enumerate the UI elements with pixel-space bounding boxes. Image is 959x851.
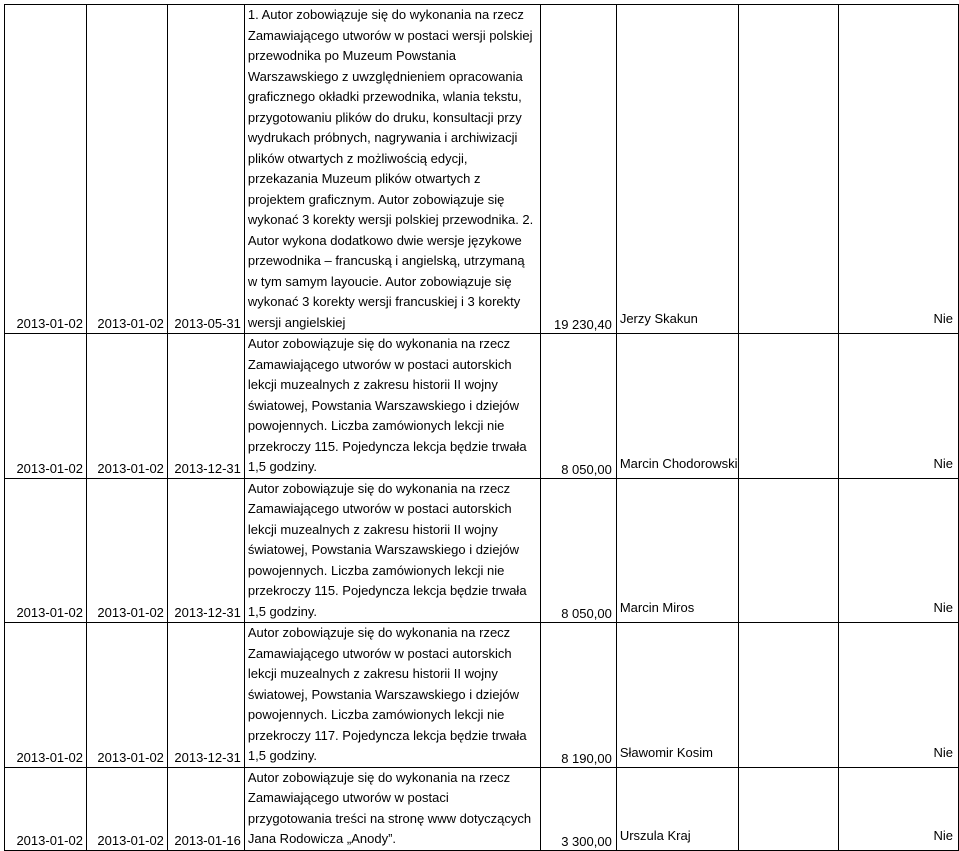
amount-cell: 8 050,00 xyxy=(540,478,616,623)
empty-cell xyxy=(738,623,839,768)
end-date-cell: 2013-05-31 xyxy=(167,5,244,334)
start-date-cell: 2013-01-02 xyxy=(5,767,87,850)
flag-cell: Nie xyxy=(839,623,959,768)
amount-cell: 3 300,00 xyxy=(540,767,616,850)
table-row xyxy=(5,623,959,768)
flag-cell: Nie xyxy=(839,478,959,623)
end-date-cell: 2013-01-16 xyxy=(167,767,244,850)
amount-cell: 19 230,40 xyxy=(540,5,616,334)
contractor-cell: Sławomir Kosim xyxy=(616,623,738,768)
contractor-cell: Marcin Chodorowski xyxy=(616,334,738,479)
description-text: Autor zobowiązuje się do wykonania na rzecz Zamawiającego utworów w postaci autorskich lekcji muzealnych z zakresu historii II wojny światowej, Powstania Warszawskiego i dziejów powojennych. Liczba zamówionych lekcji nie przekroczy 115. Pojedyncza lekcja będzie trwała 1,5 godziny. xyxy=(247,336,527,474)
description-cell xyxy=(244,478,540,623)
description-text: Autor zobowiązuje się do wykonania na rzecz Zamawiającego utworów w postaci przygotowania treści na stronę www dotyczących Jana Rodowicza „Anody”. xyxy=(247,769,532,846)
end-date-cell: 2013-12-31 xyxy=(167,478,244,623)
start-date-cell: 2013-01-02 xyxy=(5,623,87,768)
empty-cell xyxy=(738,5,839,334)
contractor-cell: Jerzy Skakun xyxy=(616,5,738,334)
signed-date-cell: 2013-01-02 xyxy=(86,623,167,768)
table-row xyxy=(5,334,959,479)
description-text: Autor zobowiązuje się do wykonania na rzecz Zamawiającego utworów w postaci autorskich lekcji muzealnych z zakresu historii II wojny światowej, Powstania Warszawskiego i dziejów powojennych. Liczba zamówionych lekcji nie przekroczy 115. Pojedyncza lekcja będzie trwała 1,5 godziny. xyxy=(247,480,527,619)
table-row xyxy=(5,478,959,623)
contractor-cell: Marcin Miros xyxy=(616,478,738,623)
flag-cell: Nie xyxy=(839,334,959,479)
contracts-table xyxy=(4,4,959,851)
end-date-cell: 2013-12-31 xyxy=(167,623,244,768)
start-date-cell: 2013-01-02 xyxy=(5,5,87,334)
description-cell xyxy=(244,334,540,479)
contractor-cell: Urszula Kraj xyxy=(616,767,738,850)
start-date-cell: 2013-01-02 xyxy=(5,478,87,623)
signed-date-cell: 2013-01-02 xyxy=(86,334,167,479)
description-cell xyxy=(244,623,540,768)
amount-cell: 8 050,00 xyxy=(540,334,616,479)
empty-cell xyxy=(738,334,839,479)
description-cell xyxy=(244,5,540,334)
flag-cell: Nie xyxy=(839,767,959,850)
signed-date-cell: 2013-01-02 xyxy=(86,767,167,850)
signed-date-cell: 2013-01-02 xyxy=(86,5,167,334)
signed-date-cell: 2013-01-02 xyxy=(86,478,167,623)
flag-cell: Nie xyxy=(839,5,959,334)
table-row xyxy=(5,5,959,334)
description-text: 1. Autor zobowiązuje się do wykonania na rzecz Zamawiającego utworów w postaci wersji polskiej przewodnika po Muzeum Powstania Warszawskiego z uwzględnieniem opracowania graficznego okładki przewodnika, wlania tekstu, przygotowaniu plików do druku, konsultacji przy wydrukach próbnych, nagrywania i archiwizacji plików otwartych z możliwością edycji, przekazania Muzeum plików otwartych z projektem graficznym. Autor zobowiązuje się wykonać 3 korekty wersji polskiej przewodnika. 2. Autor wykona dodatkowo dwie wersje językowe przewodnika – francuską i angielską, utrzymaną w tym samym layoucie. Autor zobowiązuje się wykonać 3 korekty wersji francuskiej i 3 korekty wersji angielskiej xyxy=(247,7,534,330)
amount-cell: 8 190,00 xyxy=(540,623,616,768)
empty-cell xyxy=(738,478,839,623)
start-date-cell: 2013-01-02 xyxy=(5,334,87,479)
description-text: Autor zobowiązuje się do wykonania na rzecz Zamawiającego utworów w postaci autorskich lekcji muzealnych z zakresu historii II wojny światowej, Powstania Warszawskiego i dziejów powojennych. Liczba zamówionych lekcji nie przekroczy 117. Pojedyncza lekcja będzie trwała 1,5 godziny. xyxy=(247,625,527,763)
end-date-cell: 2013-12-31 xyxy=(167,334,244,479)
